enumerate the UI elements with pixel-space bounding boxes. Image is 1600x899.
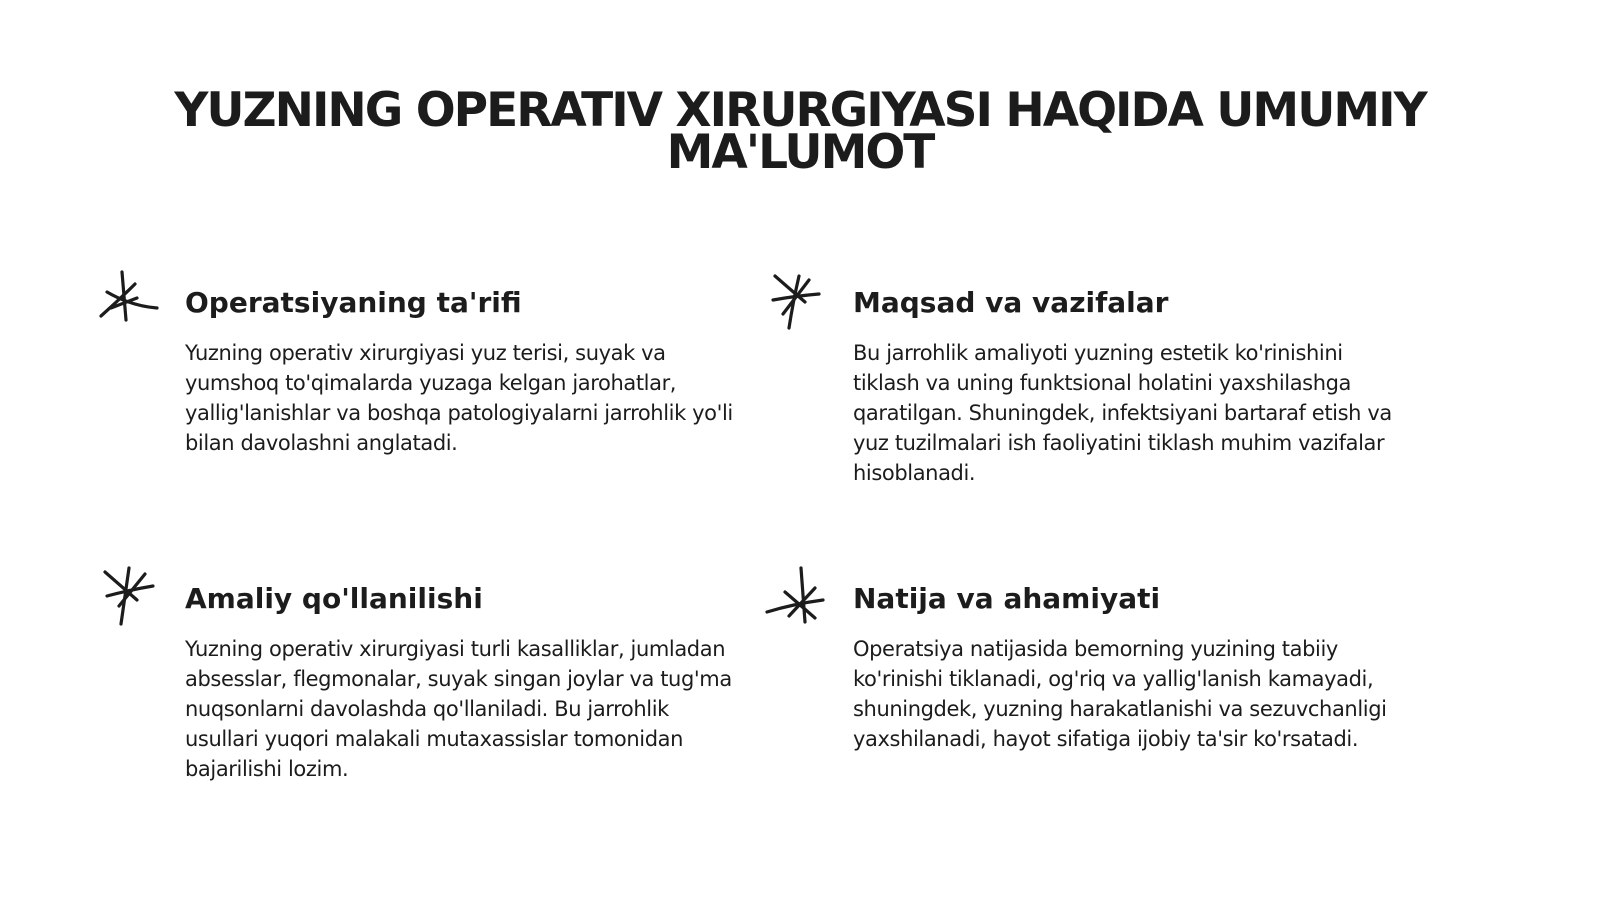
card-heading: Operatsiyaning ta'rifi [185, 286, 522, 319]
card-heading: Maqsad va vazifalar [853, 286, 1169, 319]
page-title: YUZNING OPERATIV XIRURGIYASI HAQIDA UMUMIY MA'LUMOT [174, 83, 1426, 180]
info-card-application [185, 582, 745, 784]
asterisk-icon [97, 566, 161, 630]
info-card-definition [185, 286, 745, 458]
card-body: Operatsiya natijasida bemorning yuzining tabiiy ko'rinishi tiklanadi, og'riq va yallig'lanish kamayadi, shuningdek, yuzning harakatlanishi va sezuvchanligi yaxshilanadi, hayot sifatiga ijobiy ta'sir ko'rsatadi. [853, 637, 1387, 751]
asterisk-icon [765, 566, 829, 630]
card-body: Yuzning operativ xirurgiyasi yuz terisi, suyak va yumshoq to'qimalarda yuzaga kelgan jarohatlar, yallig'lanishlar va boshqa patologiyalarni jarrohlik yo'li bilan davolashni anglatadi. [185, 341, 733, 455]
card-heading: Natija va ahamiyati [853, 582, 1161, 615]
card-heading: Amaliy qo'llanilishi [185, 582, 483, 615]
info-card-goals [853, 286, 1413, 488]
card-body: Yuzning operativ xirurgiyasi turli kasalliklar, jumladan absesslar, flegmonalar, suyak singan joylar va tug'ma nuqsonlarni davolashda qo'llaniladi. Bu jarrohlik usullari yuqori malakali mutaxassislar tomonidan bajarilishi lozim. [185, 637, 732, 781]
asterisk-icon [97, 270, 161, 334]
info-card-results [853, 582, 1413, 754]
card-body: Bu jarrohlik amaliyoti yuzning estetik ko'rinishini tiklash va uning funktsional holatini yaxshilashga qaratilgan. Shuningdek, infektsiyani bartaraf etish va yuz tuzilmalari ish faoliyatini tiklash muhim vazifalar hisoblanadi. [853, 341, 1392, 485]
asterisk-icon [765, 272, 829, 336]
